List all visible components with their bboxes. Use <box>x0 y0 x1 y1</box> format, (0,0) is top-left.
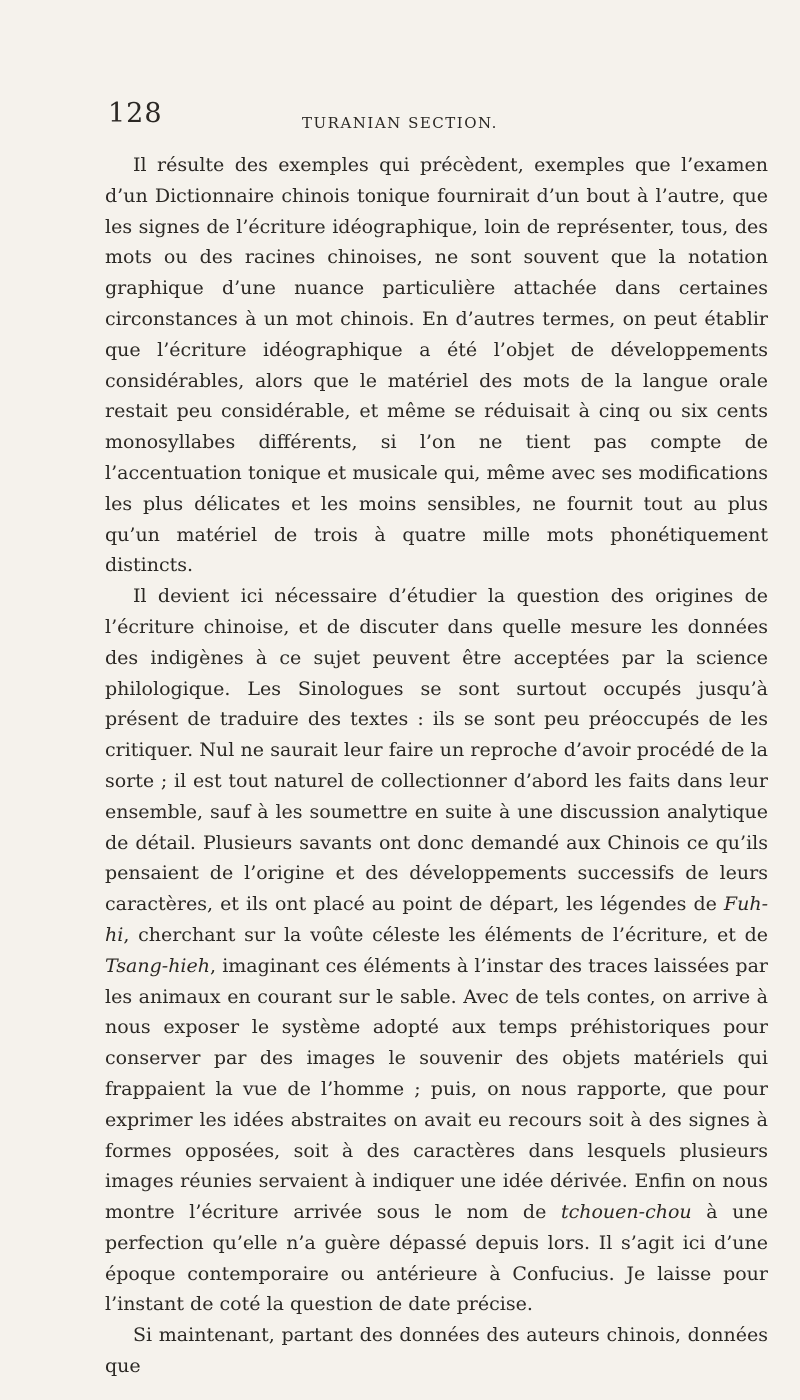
paragraph-2 <box>105 581 768 1320</box>
paragraph-1 <box>105 150 768 581</box>
text-segment: Si maintenant, partant des données des auteurs chinois, données que <box>105 1324 768 1378</box>
text-segment: , imaginant ces éléments à l’instar des traces laissées par les animaux en courant sur le sable. Avec de tels contes, on arrive à nous exposer le système adopté aux temps préhistoriques pour conserver par des images le souvenir des objets matériels qui frappaient la vue de l’homme ; puis, on nous rapporte, que pour exprimer les idées abstraites on avait eu recours soit à des signes à formes opposées, soit à des caractères dans lesquels plusieurs images réunies servaient à indiquer une idée dérivée. Enfin on nous montre l’écriture arrivée sous le nom de <box>105 954 768 1224</box>
italic-term-fuh-hi: Fuh-hi <box>105 893 768 946</box>
text-segment: à une perfection qu’elle n’a guère dépassé depuis lors. Il s’agit ici d’une époque contemporaire ou antérieure à Confucius. Je laisse pour l’instant de coté la question de date précise. <box>105 1201 768 1316</box>
paragraph-3 <box>105 1320 768 1382</box>
running-head: TURANIAN SECTION. <box>302 114 498 132</box>
italic-term-tchouen-chou: tchouen-chou <box>560 1201 692 1224</box>
page-number: 128 <box>108 98 163 129</box>
text-segment: Il résulte des exemples qui précèdent, exemples que l’examen d’un Dictionnaire chinois tonique fournirait d’un bout à l’autre, que les signes de l’écriture idéographique, loin de représenter, tous, des mots ou des racines chinoises, ne sont souvent que la notation graphique d’une nuance particulière attachée dans certaines circonstances à un mot chinois. En d’autres termes, on peut établir que l’écriture idéographique a été l’objet de développements considérables, alors que le matériel des mots de la langue orale restait peu considérable, et même se réduisait à cinq ou six cents monosyllabes différents, si l’on ne tient pas compte de l’accentuation tonique et musicale qui, même avec ses modifications les plus délicates et les moins sensibles, ne fournit tout au plus qu’un matériel de trois à quatre mille mots phonétiquement distincts. <box>105 154 768 577</box>
italic-term-tsang-hieh: Tsang-hieh <box>105 954 210 977</box>
text-segment: Il devient ici nécessaire d’étudier la question des origines de l’écriture chinoise, et de discuter dans quelle mesure les données des indigènes à ce sujet peuvent être acceptées par la science philologique. Les Sinologues se sont surtout occupés jusqu’à présent de traduire des textes : ils se sont peu préoccupés de les critiquer. Nul ne saurait leur faire un reproche d’avoir procédé de la sorte ; il est tout naturel de collectionner d’abord les faits dans leur ensemble, sauf à les soumettre en suite à une discussion analytique de détail. Plusieurs savants ont donc demandé aux Chinois ce qu’ils pensaient de l’origine et des développements successifs de leurs caractères, et ils ont placé au point de départ, les légendes de <box>105 585 768 916</box>
body-text <box>105 150 768 1382</box>
text-segment: , cherchant sur la voûte céleste les éléments de l’écriture, et de <box>123 923 768 946</box>
